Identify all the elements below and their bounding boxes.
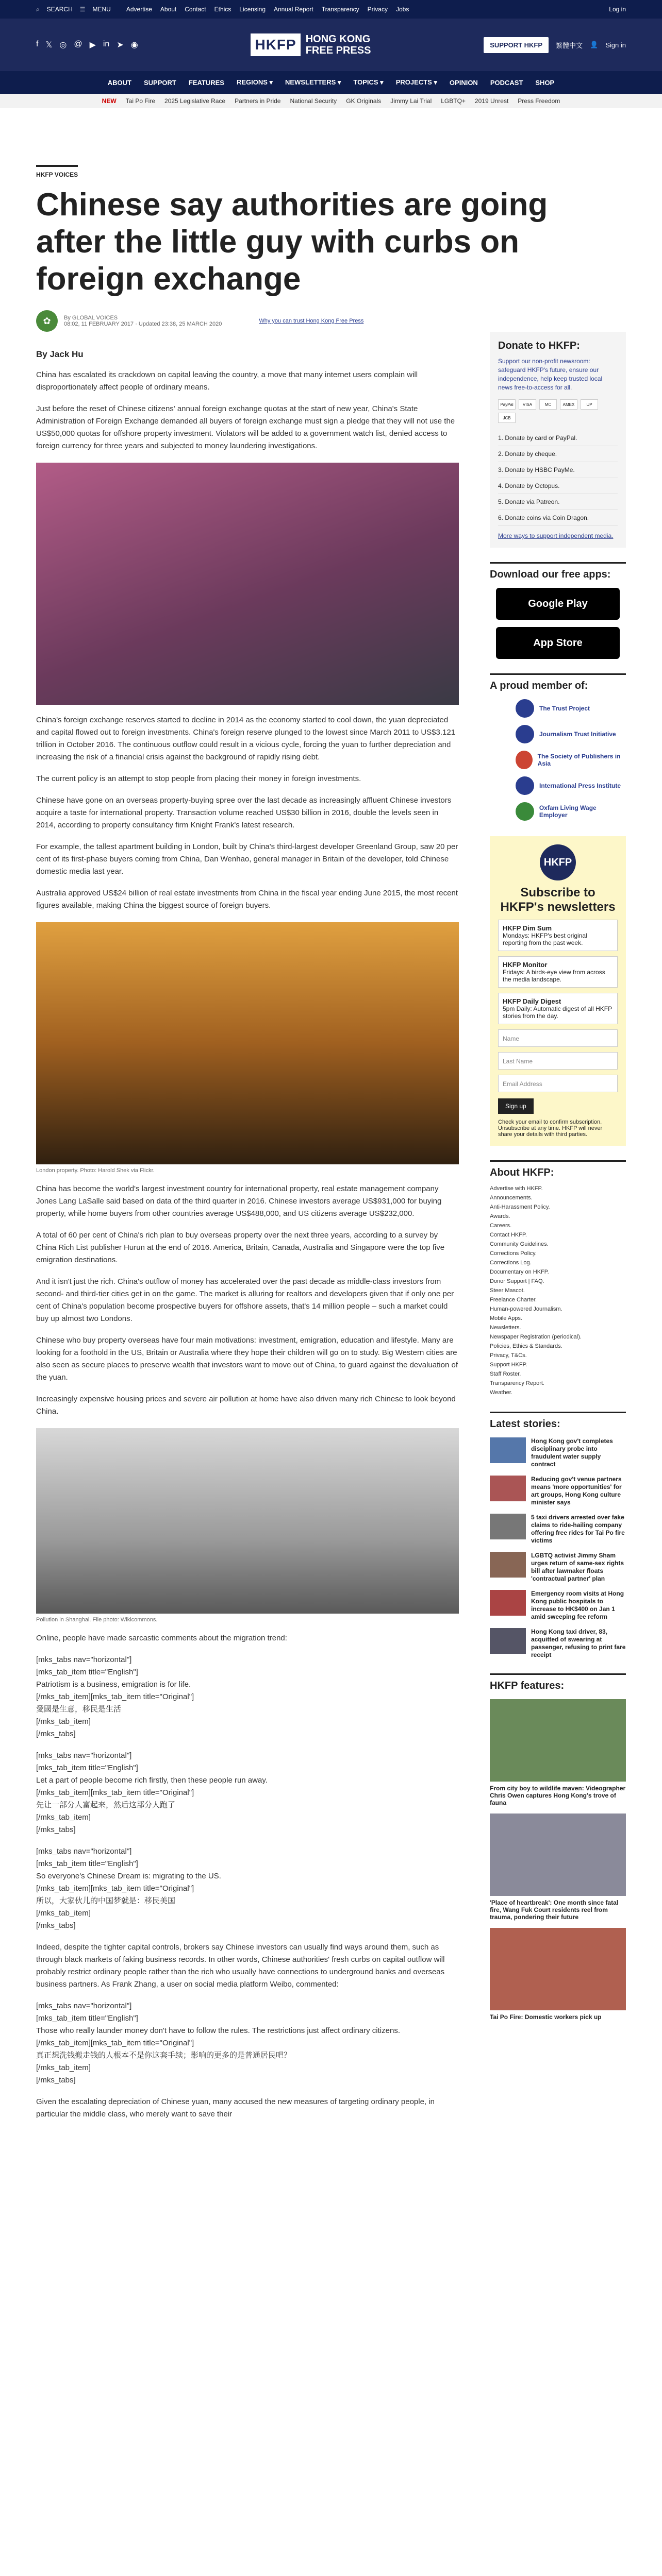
last-name-field[interactable]: Last Name bbox=[498, 1052, 618, 1070]
main-nav bbox=[0, 71, 662, 94]
email-field[interactable]: Email Address bbox=[498, 1075, 618, 1092]
article-category[interactable]: HKFP VOICES bbox=[36, 165, 78, 178]
newsletter-note: Check your email to confirm subscription. Unsubscribe at any time. HKFP will never share your details with third parties. bbox=[498, 1119, 603, 1138]
story-headline: LGBTQ activist Jimmy Sham urges return of same-sex rights bill after lawmaker floats 'contractual partner' plan bbox=[531, 1552, 624, 1582]
topbar-link-jobs[interactable]: Jobs bbox=[395, 6, 409, 13]
donate-title: Donate to HKFP: bbox=[498, 340, 580, 351]
tab-code: [/mks_tab_item][mks_tab_item title="Original"] bbox=[36, 2039, 194, 2047]
top-utility-bar bbox=[0, 0, 662, 19]
about-link[interactable]: Anti-Harassment Policy. bbox=[490, 1204, 550, 1210]
latest-story[interactable] bbox=[490, 1628, 626, 1659]
latest-story[interactable] bbox=[490, 1514, 626, 1545]
social-links bbox=[36, 40, 138, 50]
google-play-label: Google Play bbox=[528, 598, 588, 609]
sidebar bbox=[490, 332, 626, 2021]
facebook-icon[interactable]: f bbox=[36, 40, 39, 48]
unionpay-icon: UP bbox=[581, 399, 598, 410]
about-link[interactable]: Staff Roster. bbox=[490, 1371, 521, 1377]
topbar-link-ethics[interactable]: Ethics bbox=[214, 6, 231, 13]
support-button[interactable]: SUPPORT HKFP bbox=[484, 37, 549, 53]
about-link[interactable]: Freelance Charter. bbox=[490, 1297, 537, 1303]
tab-code: [/mks_tabs] bbox=[36, 1921, 76, 1930]
new-badge: NEW bbox=[102, 97, 117, 105]
about-link[interactable]: Corrections Policy. bbox=[490, 1250, 537, 1257]
quote-tabs bbox=[36, 2000, 459, 2087]
about-link[interactable]: Community Guidelines. bbox=[490, 1241, 549, 1247]
jti-icon bbox=[516, 725, 534, 743]
topbar-link-annual-report[interactable]: Annual Report bbox=[274, 6, 313, 13]
newsletter-option[interactable] bbox=[498, 920, 618, 951]
topbar-link-contact[interactable]: Contact bbox=[185, 6, 206, 13]
sopa-icon bbox=[516, 751, 533, 769]
feature-image bbox=[490, 1814, 626, 1896]
nav-item-projects[interactable]: PROJECTS ▾ bbox=[395, 78, 437, 86]
quote-text: Let a part of people become rich firstly, then these people run away. bbox=[36, 1776, 268, 1785]
quote-text: 先让一部分人富起来，然后这部分人跑了 bbox=[36, 1801, 176, 1809]
paragraph: Chinese who buy property overseas have four main motivations: investment, emigration, education and lifestyle. Many are looking for a foothold in the US, Britain or Australia where they hope their children will go on to study. Big Western cities are also seen as secure places to preserve wealth that investors want to move out of China, to guard against the devaluation of the yuan. bbox=[36, 1336, 458, 1382]
newsletter-name: HKFP Daily Digest bbox=[503, 997, 561, 1005]
story-thumbnail bbox=[490, 1552, 526, 1578]
quote-tabs bbox=[36, 1750, 459, 1836]
article-body bbox=[36, 332, 459, 2121]
more-ways-link[interactable]: More ways to support independent media. bbox=[498, 532, 614, 539]
features-title: HKFP features: bbox=[490, 1673, 626, 1692]
newsletter-name: HKFP Dim Sum bbox=[503, 924, 552, 932]
quote-text: So everyone's Chinese Dream is: migrating to the US. bbox=[36, 1872, 221, 1880]
trending-link[interactable]: Tai Po Fire bbox=[125, 97, 156, 105]
about-link[interactable]: Transparency Report. bbox=[490, 1380, 544, 1386]
donate-option[interactable]: 2. Donate by cheque. bbox=[498, 446, 618, 462]
about-link[interactable]: Newsletters. bbox=[490, 1325, 521, 1331]
author-credit[interactable]: By GLOBAL VOICES bbox=[64, 315, 118, 321]
about-link[interactable]: Weather. bbox=[490, 1389, 512, 1396]
nav-item-opinion[interactable]: OPINION bbox=[449, 78, 478, 87]
newsletter-desc: 5pm Daily: Automatic digest of all HKFP stories from the day. bbox=[503, 1005, 612, 1020]
donate-option[interactable]: 1. Donate by card or PayPal. bbox=[498, 430, 618, 446]
tab-code: [/mks_tab_item][mks_tab_item title="Original"] bbox=[36, 1692, 194, 1701]
article-header bbox=[0, 108, 662, 332]
story-thumbnail bbox=[490, 1437, 526, 1463]
oxfam-icon bbox=[516, 802, 534, 821]
article-meta bbox=[36, 310, 626, 332]
about-link[interactable]: Policies, Ethics & Standards. bbox=[490, 1343, 562, 1349]
trust-project-icon bbox=[516, 699, 534, 718]
tab-code: [/mks_tab_item][mks_tab_item title="Original"] bbox=[36, 1788, 194, 1797]
latest-story[interactable] bbox=[490, 1590, 626, 1621]
signin-link[interactable]: Sign in bbox=[605, 41, 626, 49]
paragraph: Given the escalating depreciation of Chinese yuan, many accused the new measures of targeting ordinary people, in particular the middle class, who merely want to save their bbox=[36, 2097, 435, 2119]
member-name: Oxfam Living Wage Employer bbox=[539, 804, 597, 819]
quote-tabs bbox=[36, 1654, 459, 1740]
apps-title: Download our free apps: bbox=[490, 562, 626, 581]
feature-story[interactable] bbox=[490, 1814, 626, 1921]
tab-code: [mks_tabs nav="horizontal"] bbox=[36, 2002, 132, 2010]
paragraph: China has escalated its crackdown on capital leaving the country, a move that many internet users complain will disproportionately affect people of ordinary means. bbox=[36, 370, 418, 392]
tab-code: [/mks_tab_item] bbox=[36, 1813, 91, 1822]
tab-code: [mks_tabs nav="horizontal"] bbox=[36, 1847, 132, 1856]
menu-icon[interactable]: ☰ bbox=[79, 6, 86, 13]
logo-name-line1: HONG KONG bbox=[305, 33, 371, 45]
about-link[interactable]: Corrections Log. bbox=[490, 1260, 532, 1266]
tab-code: [mks_tabs nav="horizontal"] bbox=[36, 1655, 132, 1664]
mastercard-icon: MC bbox=[539, 399, 557, 410]
tab-code: [/mks_tabs] bbox=[36, 1825, 76, 1834]
member-name: The Society of Publishers in Asia bbox=[537, 753, 621, 767]
site-header bbox=[0, 19, 662, 71]
feature-headline: From city boy to wildlife maven: Videographer Chris Owen captures Hong Kong's trove of fauna bbox=[490, 1785, 626, 1806]
about-link[interactable]: Announcements. bbox=[490, 1195, 533, 1201]
tab-code: [/mks_tab_item] bbox=[36, 1909, 91, 1918]
member-logo[interactable] bbox=[516, 802, 626, 821]
story-thumbnail bbox=[490, 1514, 526, 1539]
story-headline: Reducing gov't venue partners means 'more opportunities' for art groups, Hong Kong culture minister says bbox=[531, 1476, 622, 1506]
story-headline: Emergency room visits at Hong Kong public hospitals to increase to HK$400 on Jan 1 amid sweeping fee reform bbox=[531, 1590, 624, 1620]
donate-options bbox=[498, 430, 618, 526]
paragraph: The current policy is an attempt to stop people from placing their money in foreign investments. bbox=[36, 774, 361, 783]
jcb-icon: JCB bbox=[498, 413, 516, 423]
story-headline: Hong Kong gov't completes disciplinary probe into fraudulent water supply contract bbox=[531, 1437, 613, 1468]
page-title: Chinese say authorities are going after the little guy with curbs on foreign exchange bbox=[36, 187, 548, 297]
payment-icons bbox=[498, 399, 618, 423]
tab-code: [mks_tabs nav="horizontal"] bbox=[36, 1751, 132, 1760]
newsletter-name: HKFP Monitor bbox=[503, 961, 548, 969]
story-thumbnail bbox=[490, 1628, 526, 1654]
member-logo[interactable] bbox=[516, 699, 626, 718]
paragraph: A total of 60 per cent of China's rich plan to buy overseas property over the next three years, according to a survey by China Rich List publisher Hurun at the end of 2016. America, Britain, Canada, Australia and Singapore were the top five emigration destinations. bbox=[36, 1231, 445, 1264]
about-title: About HKFP: bbox=[490, 1160, 626, 1179]
about-link[interactable]: Donor Support | FAQ. bbox=[490, 1278, 544, 1284]
paragraph: Australia approved US$24 billion of real estate investments from China in the fiscal year ending June 2015, the most recent figures available, making China the biggest source of foreign buyers. bbox=[36, 889, 458, 910]
logo-mark: HKFP bbox=[251, 33, 300, 56]
trending-link[interactable]: Jimmy Lai Trial bbox=[390, 97, 432, 105]
trending-bar bbox=[0, 94, 662, 108]
feature-headline: 'Place of heartbreak': One month since fatal fire, Wang Fuk Court residents reel from trauma, pondering their future bbox=[490, 1899, 619, 1921]
latest-story[interactable] bbox=[490, 1437, 626, 1468]
about-link[interactable]: Contact HKFP. bbox=[490, 1232, 527, 1238]
newsletter-option[interactable] bbox=[498, 993, 618, 1024]
story-thumbnail bbox=[490, 1476, 526, 1501]
quote-text: Those who really launder money don't have to follow the rules. The restrictions just affect ordinary citizens. bbox=[36, 2026, 400, 2035]
quote-text: 真正想洗钱搬走钱的人根本不是你这套手续；影响的更多的是普通居民吧？ bbox=[36, 2051, 292, 2060]
topbar-link-privacy[interactable]: Privacy bbox=[367, 6, 388, 13]
about-link[interactable]: Steer Mascot. bbox=[490, 1287, 525, 1294]
member-logo[interactable] bbox=[516, 725, 626, 743]
about-link[interactable]: Advertise with HKFP. bbox=[490, 1185, 543, 1192]
feature-story[interactable] bbox=[490, 1699, 626, 1806]
tab-code: [mks_tab_item title="English"] bbox=[36, 1668, 138, 1676]
tab-code: [/mks_tab_item] bbox=[36, 2063, 91, 2072]
feature-headline: Tai Po Fire: Domestic workers pick up bbox=[490, 2013, 602, 2021]
tab-code: [/mks_tab_item] bbox=[36, 1717, 91, 1726]
site-logo[interactable] bbox=[251, 33, 371, 56]
about-list bbox=[490, 1184, 626, 1397]
feature-story[interactable] bbox=[490, 1928, 626, 2021]
user-icon[interactable]: 👤 bbox=[590, 41, 599, 48]
paragraph: Chinese have gone on an overseas property-buying spree over the last decade as increasingly affluent Chinese investors acquire a taste for international property. Transaction volume reached US$30 billion in 2016, double the levels seen in 2014, according to property consultancy firm Knight Frank's latest research. bbox=[36, 796, 452, 829]
logo-name-line2: FREE PRESS bbox=[305, 45, 371, 56]
latest-story[interactable] bbox=[490, 1476, 626, 1506]
trending-link[interactable]: GK Originals bbox=[346, 97, 382, 105]
name-field[interactable]: Name bbox=[498, 1029, 618, 1047]
search-icon[interactable]: ⌕ bbox=[36, 5, 40, 13]
topbar-link-transparency[interactable]: Transparency bbox=[321, 6, 359, 13]
x-icon[interactable]: 𝕏 bbox=[45, 41, 53, 49]
shanghai-pollution-photo bbox=[36, 1428, 459, 1614]
paragraph: Just before the reset of Chinese citizens' annual foreign exchange quotas at the start of new year, China's State Administration of Foreign Exchange demanded all buyers of foreign exchange must sign a pledge that they will not use the US$50,000 quotas for offshore property investment. Violators will be added to a government watch list, denied access to foreign currency for three years and subjected to money laundering investigations. bbox=[36, 404, 455, 450]
byline: By Jack Hu bbox=[36, 349, 84, 359]
story-headline: 5 taxi drivers arrested over fake claims to ride-hailing company offering free rides for Tai Po fire victims bbox=[531, 1514, 625, 1544]
paragraph: Indeed, despite the tighter capital controls, brokers say Chinese investors can usually find ways around them, such as through black markets of faking business records. In other words, Chinese authorities' fresh curbs on capital outflow will probably restrict ordinary people rather than the rich who usually have connections to underground banks and overseas business partners. As Frank Zhang, a user on social media platform Weibo, commented: bbox=[36, 1943, 445, 1989]
tab-code: [/mks_tabs] bbox=[36, 1730, 76, 1738]
menu-link[interactable]: MENU bbox=[92, 6, 111, 13]
about-link[interactable]: Support HKFP. bbox=[490, 1362, 527, 1368]
paragraph: And it isn't just the rich. China's outflow of money has accelerated over the past decade as middle-class investors from second- and third-tier cities get in on the game. The market is alluring for realtors and developers given that if only one per cent of China's population become prospective buyers for offshore assets, that's 14 million people – such a market could buy up almost two Londons. bbox=[36, 1277, 454, 1323]
tab-code: [mks_tab_item title="English"] bbox=[36, 1764, 138, 1772]
nav-item-newsletters[interactable]: NEWSLETTERS ▾ bbox=[285, 78, 341, 86]
tab-code: [/mks_tab_item][mks_tab_item title="Original"] bbox=[36, 1884, 194, 1893]
trending-link[interactable]: Partners in Pride bbox=[235, 97, 281, 105]
quote-tabs bbox=[36, 1845, 459, 1932]
language-toggle[interactable]: 繁體中文 bbox=[556, 41, 583, 49]
trending-link[interactable]: 2025 Legislative Race bbox=[164, 97, 226, 105]
paragraph: For example, the tallest apartment building in London, built by China's third-largest developer Greenland Group, saw 20 per cent of its first-phase buyers coming from China, Dan Wenhao, general manager in Britain of the developer, told Chinese domestic media last year. bbox=[36, 842, 458, 876]
forex-building-photo bbox=[36, 463, 459, 705]
about-link[interactable]: Documentary on HKFP. bbox=[490, 1269, 549, 1275]
london-property-photo bbox=[36, 922, 459, 1164]
nav-item-shop[interactable]: SHOP bbox=[535, 78, 555, 87]
search-link[interactable]: SEARCH bbox=[46, 6, 73, 13]
member-name: The Trust Project bbox=[539, 705, 590, 712]
topbar-link-about[interactable]: About bbox=[160, 6, 177, 13]
app-store-button[interactable] bbox=[496, 627, 620, 659]
tab-code: [mks_tab_item title="English"] bbox=[36, 1859, 138, 1868]
visa-icon: VISA bbox=[519, 399, 536, 410]
photo-caption: Pollution in Shanghai. File photo: Wikicommons. bbox=[36, 1617, 158, 1623]
about-link[interactable]: Privacy, T&Cs. bbox=[490, 1352, 527, 1359]
rss-icon[interactable]: ◉ bbox=[130, 41, 138, 49]
nav-item-regions[interactable]: REGIONS ▾ bbox=[236, 78, 273, 86]
author-avatar: ✿ bbox=[36, 310, 58, 332]
donate-option[interactable]: 6. Donate coins via Coin Dragon. bbox=[498, 510, 618, 526]
quote-text: Patriotism is a business, emigration is for life. bbox=[36, 1680, 191, 1689]
photo-caption: London property. Photo: Harold Shek via Flickr. bbox=[36, 1167, 155, 1174]
newsletter-desc: Mondays: HKFP's best original reporting from the past week. bbox=[503, 932, 587, 946]
donate-box bbox=[490, 332, 626, 548]
donate-option[interactable]: 5. Donate via Patreon. bbox=[498, 494, 618, 510]
about-link[interactable]: Mobile Apps. bbox=[490, 1315, 522, 1321]
member-logo[interactable] bbox=[516, 776, 626, 795]
publish-date: 08:02, 11 FEBRUARY 2017 · Updated 23:38, 25 MARCH 2020 bbox=[64, 321, 222, 327]
app-store-label: App Store bbox=[533, 637, 583, 649]
quote-text: 愛國是生意，移民是生活 bbox=[36, 1705, 122, 1714]
newsletter-option[interactable] bbox=[498, 956, 618, 988]
quote-text: 所以，大家伙儿的中国梦就是：移民美国 bbox=[36, 1896, 176, 1905]
google-play-button[interactable] bbox=[496, 588, 620, 620]
story-headline: Hong Kong taxi driver, 83, acquitted of swearing at passenger, refusing to print fare receipt bbox=[531, 1628, 626, 1658]
trending-link[interactable]: 2019 Unrest bbox=[474, 97, 509, 105]
threads-icon[interactable]: @ bbox=[74, 40, 82, 48]
paragraph: China has become the world's largest investment country for international property, real estate management company Jones Lang LaSalle said based on data of the third quarter in 2016. Chinese investors average US$931,000 for buying property, while home buyers from other countries average US$488,000, and US citizens average US$232,000. bbox=[36, 1184, 442, 1218]
member-name: International Press Institute bbox=[539, 782, 621, 789]
member-name: Journalism Trust Initiative bbox=[539, 731, 616, 738]
feature-image bbox=[490, 1699, 626, 1782]
about-link[interactable]: Awards. bbox=[490, 1213, 510, 1219]
youtube-icon[interactable]: ▶ bbox=[89, 41, 96, 49]
trending-link[interactable]: LGBTQ+ bbox=[441, 97, 466, 105]
trust-link[interactable]: Why you can trust Hong Kong Free Press bbox=[259, 318, 364, 324]
telegram-icon[interactable]: ➤ bbox=[117, 41, 124, 49]
nav-item-support[interactable]: SUPPORT bbox=[143, 78, 176, 87]
member-logo[interactable] bbox=[516, 751, 626, 769]
linkedin-icon[interactable]: in bbox=[103, 40, 110, 48]
about-link[interactable]: Human-powered Journalism. bbox=[490, 1306, 562, 1312]
login-link[interactable]: Log in bbox=[609, 6, 626, 13]
about-link[interactable]: Newspaper Registration (periodical). bbox=[490, 1334, 582, 1340]
hkfp-logo: HKFP bbox=[540, 844, 576, 880]
member-title: A proud member of: bbox=[490, 673, 626, 692]
nav-item-topics[interactable]: TOPICS ▾ bbox=[353, 78, 384, 86]
paragraph: China's foreign exchange reserves started to decline in 2014 as the economy started to cool down, the yuan depreciated and capital flowed out to foreign investments. China's foreign reserve plunged to the lowest since March 2011 to US$3.121 trillion in October 2016. The continuous outflow could result in a vicious cycle, forcing the yuan to further depreciation and increasing the risk of a financial crisis against the background of rapidly rising debt. bbox=[36, 716, 456, 761]
paragraph: Increasingly expensive housing prices and severe air pollution at home have also driven many rich Chinese to look beyond China. bbox=[36, 1395, 456, 1416]
feature-image bbox=[490, 1928, 626, 2010]
nav-item-features[interactable]: FEATURES bbox=[188, 78, 224, 87]
instagram-icon[interactable]: ◎ bbox=[59, 41, 67, 49]
topbar-link-licensing[interactable]: Licensing bbox=[239, 6, 266, 13]
nav-item-podcast[interactable]: PODCAST bbox=[490, 78, 523, 87]
donate-option[interactable]: 4. Donate by Octopus. bbox=[498, 478, 618, 494]
paypal-icon: PayPal bbox=[498, 399, 516, 410]
newsletter-box bbox=[490, 836, 626, 1146]
donate-option[interactable]: 3. Donate by HSBC PayMe. bbox=[498, 462, 618, 478]
topbar-link-advertise[interactable]: Advertise bbox=[126, 6, 152, 13]
trending-link[interactable]: National Security bbox=[290, 97, 337, 105]
newsletter-title: Subscribe to HKFP's newsletters bbox=[500, 886, 616, 914]
latest-title: Latest stories: bbox=[490, 1412, 626, 1430]
tab-code: [/mks_tabs] bbox=[36, 2076, 76, 2084]
story-thumbnail bbox=[490, 1590, 526, 1616]
donate-text[interactable]: Support our non-profit newsroom: safeguard HKFP's future, ensure our independence, help keep trusted local news free-to-access for all. bbox=[498, 358, 603, 391]
paragraph: Online, people have made sarcastic comments about the migration trend: bbox=[36, 1634, 287, 1642]
about-link[interactable]: Careers. bbox=[490, 1223, 512, 1229]
amex-icon: AMEX bbox=[560, 399, 577, 410]
tab-code: [mks_tab_item title="English"] bbox=[36, 2014, 138, 2023]
signup-button[interactable]: Sign up bbox=[498, 1098, 534, 1114]
latest-story[interactable] bbox=[490, 1552, 626, 1583]
ipi-icon bbox=[516, 776, 534, 795]
newsletter-desc: Fridays: A birds-eye view from across the media landscape. bbox=[503, 969, 605, 983]
nav-item-about[interactable]: ABOUT bbox=[107, 78, 131, 87]
trending-link[interactable]: Press Freedom bbox=[518, 97, 560, 105]
